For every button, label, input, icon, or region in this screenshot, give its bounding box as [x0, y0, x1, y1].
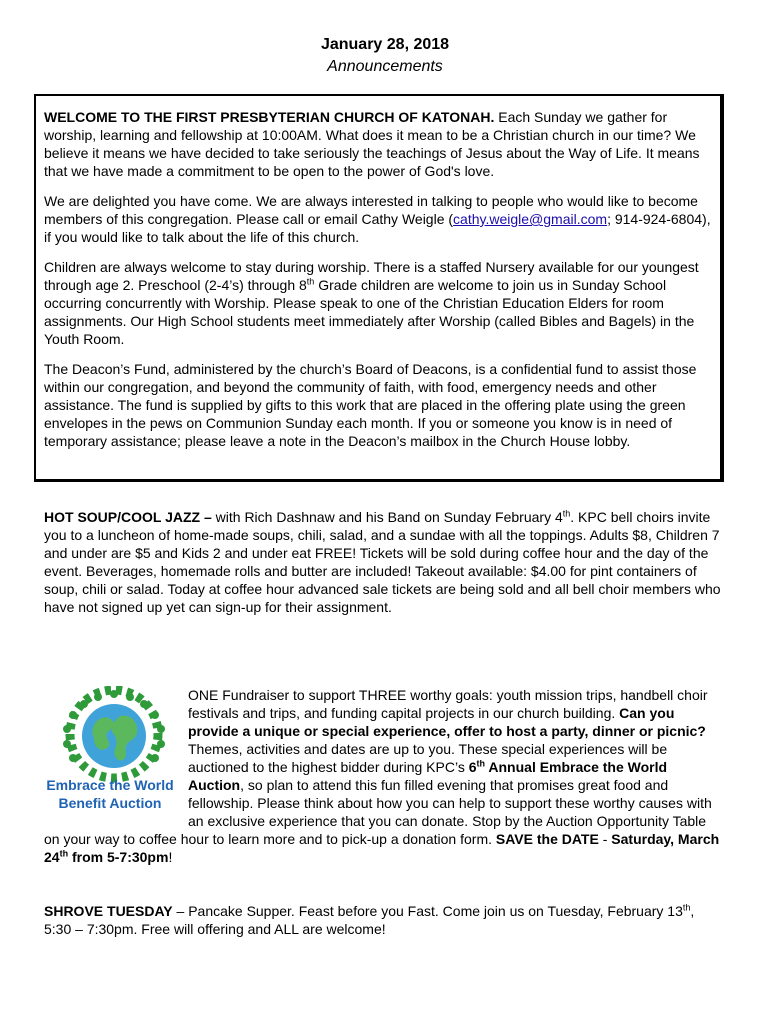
auction-section — [44, 686, 724, 866]
page-date: January 28, 2018 — [320, 36, 450, 53]
logo-subtitle: Benefit Auction — [58, 795, 162, 811]
welcome-box — [34, 94, 724, 482]
shrove-heading: SHROVE TUESDAY — [44, 903, 173, 919]
globe-people-icon — [34, 686, 186, 816]
shrove-tuesday-section: SHROVE TUESDAY – Pancake Supper. Feast before you Fast. Come join us on Tuesday, February 13th, 5:30 – 7:30pm. Free will offering and ALL are welcome! — [44, 902, 695, 937]
welcome-heading: WELCOME TO THE FIRST PRESBYTERIAN CHURCH OF KATONAH. — [44, 109, 495, 125]
embrace-the-world-logo — [34, 686, 186, 816]
membership-paragraph: We are delighted you have come. We are always interested in talking to people who would like to become members of this congregation. Please call or email Cathy Weigle (cathy.weigle@gmail.com; 914-924-6804), if you would like to talk about the life of this church. — [44, 193, 711, 245]
email-link[interactable]: cathy.weigle@gmail.com — [453, 211, 608, 227]
globe-water — [82, 704, 146, 768]
hot-soup-section: HOT SOUP/COOL JAZZ – with Rich Dashnaw and his Band on Sunday February 4th. KPC bell choirs invite you to a luncheon of home-made soups, chili, salad, and a sundae with all the toppings. Adults $8, Children 7 and under are $5 and Kids 2 and under eat FREE! Tickets will be sold during coffee hour and the day of the event. Beverages, homemade rolls and butter are included! Takeout available: $4.00 for pint containers of soup, chili or salad. Today at coffee hour advanced sale tickets are being sold and all bell choir members who have not signed up yet can sign-up for their assignment. — [44, 508, 721, 615]
logo-title: Embrace the World — [46, 777, 174, 793]
save-the-date: SAVE the DATE — [495, 831, 599, 847]
deacons-fund-paragraph: The Deacon’s Fund, administered by the church’s Board of Deacons, is a confidential fund to assist those within our congregation, and beyond the community of faith, with food, emergency needs and other assistance. The fund is supplied by gifts to this work that are placed in the offering plate using the green envelopes in the pews on Communion Sunday each month. If you or someone you know is in need of temporary assistance; please leave a note in the Deacon’s mailbox in the Church House lobby. — [44, 361, 697, 449]
page-subtitle: Announcements — [327, 58, 443, 75]
welcome-paragraph: WELCOME TO THE FIRST PRESBYTERIAN CHURCH OF KATONAH. Each Sunday we gather for worship, learning and fellowship at 10:00AM. What does it mean to be a Christian church in our time? We believe it means we have decided to take seriously the teachings of Jesus about the Way of Life. It means that we have made a commitment to be open to the power of God's love. — [44, 109, 700, 179]
children-paragraph: Children are always welcome to stay during worship. There is a staffed Nursery available for our youngest through age 2. Preschool (2-4’s) through 8th Grade children are welcome to join us in Sunday School occurring concurrently with Worship. Please speak to one of the Christian Education Elders for room assignments. Our High School students meet immediately after Worship (called Bibles and Bagels) in the Youth Room. — [44, 259, 699, 347]
auction-paragraph: ONE Fundraiser to support THREE worthy goals: youth mission trips, handbell choir festivals and trips, and funding capital projects in our church building. Can you provide a unique or special experience, offer to host a party, dinner or picnic? Themes, activities and dates are up to you. These special experiences will be auctioned to the highest bidder during KPC’s 6th Annual Embrace the World Auction, so plan to attend this fun filled evening that promises great food and fellowship. Please think about how you can help to support these worthy causes with an exclusive experience that you can donate. Stop by the Auction Opportunity Table on your way to coffee hour to learn more and to pick-up a donation form. SAVE the DATE - Saturday, March 24th from 5-7:30pm! — [44, 687, 720, 865]
hot-soup-heading: HOT SOUP/COOL JAZZ – — [44, 509, 212, 525]
